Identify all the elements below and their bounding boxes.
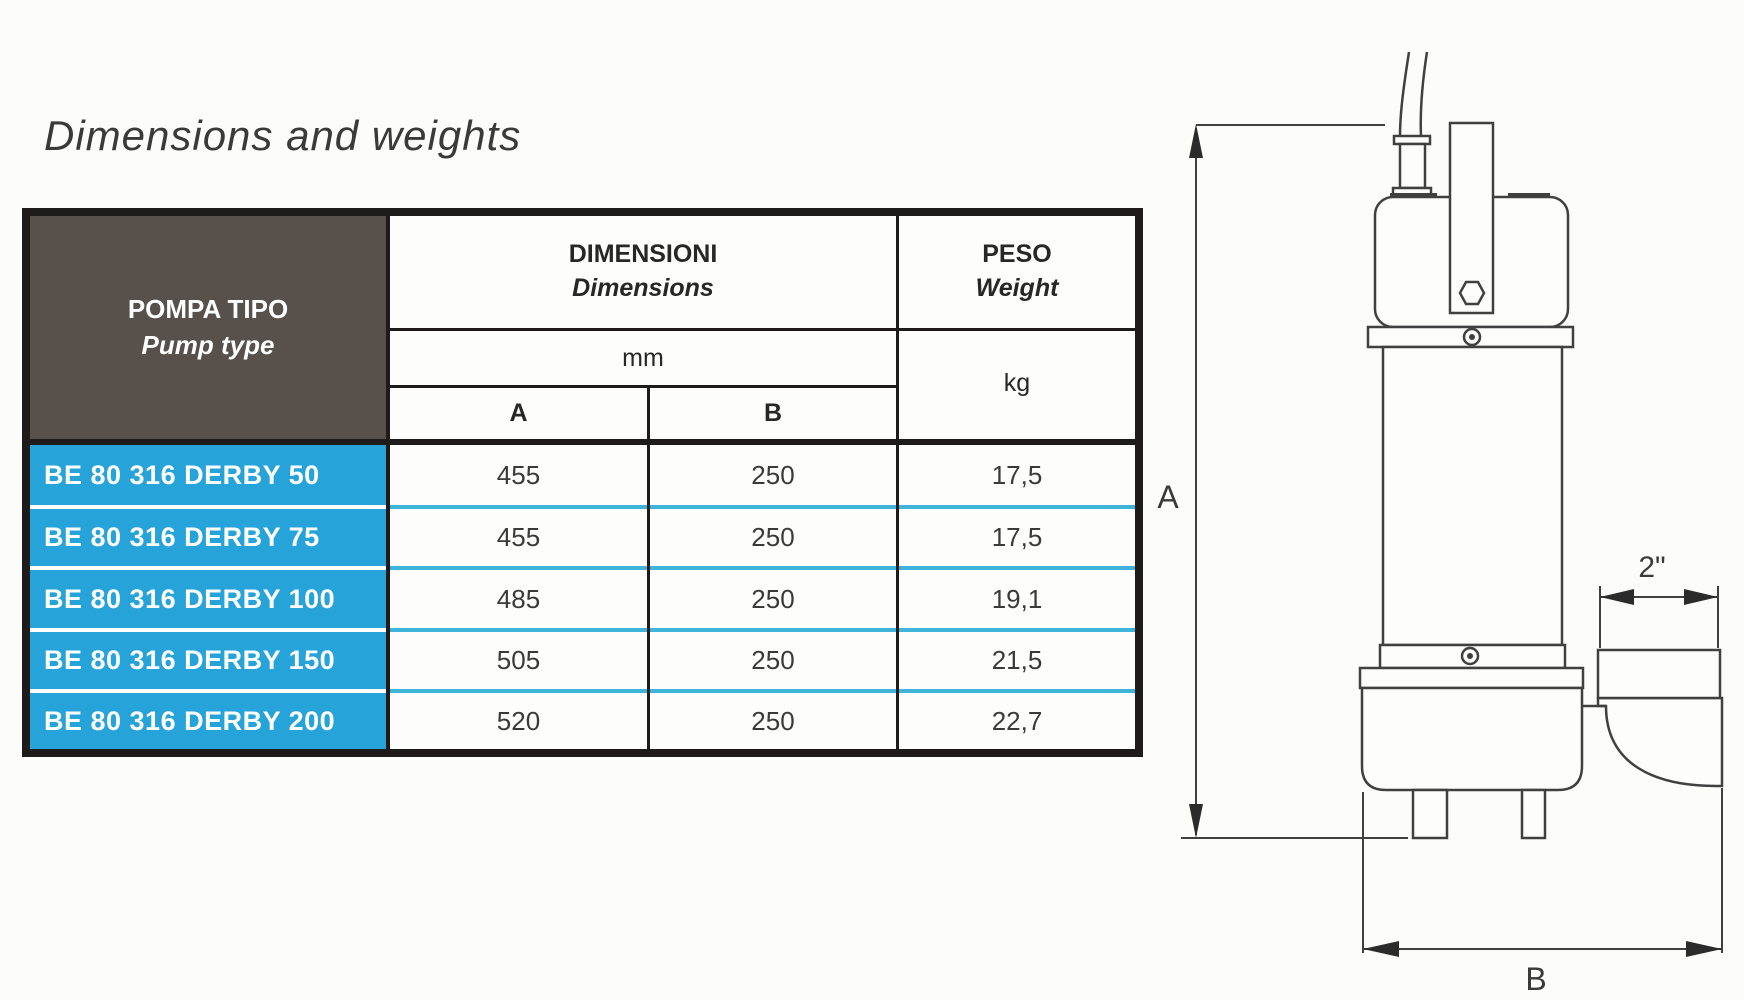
weight-cell: 17,5	[991, 522, 1043, 552]
pump-name-cell: BE 80 316 DERBY 50	[44, 459, 320, 490]
dimension-outlet	[1600, 586, 1718, 648]
pump-type-header	[30, 216, 386, 439]
lifting-handle	[1450, 123, 1493, 313]
table-border-bottom	[22, 749, 1143, 757]
dim-b-cell: 250	[751, 645, 795, 675]
clamp-band-bottom	[1380, 645, 1565, 668]
dim-a-cell: 455	[496, 522, 541, 552]
dim-b-cell: 250	[751, 583, 795, 614]
pump-type-header-line1: POMPA TIPO	[127, 294, 289, 325]
weight-header-line2: Weight	[975, 274, 1059, 302]
cable-gland	[1393, 136, 1431, 197]
weight-cell: 17,5	[991, 459, 1043, 490]
outlet-size-label: 2"	[1638, 551, 1666, 584]
discharge-elbow	[1582, 650, 1722, 786]
motor-body	[1383, 347, 1562, 645]
foot-right	[1522, 790, 1545, 838]
volute-plate	[1360, 668, 1583, 688]
dim-a-cell: 520	[496, 705, 541, 736]
dim-a-cell: 485	[496, 583, 541, 614]
dimensions-table	[22, 208, 1143, 757]
pump-name-cell: BE 80 316 DERBY 75	[44, 522, 320, 552]
dimensions-header-line2: Dimensions	[572, 274, 714, 302]
power-cable	[1400, 52, 1427, 136]
table-border-top	[22, 208, 1143, 216]
weight-cell: 22,7	[991, 705, 1043, 736]
table-border-left	[22, 208, 30, 757]
clamp-band-top	[1368, 327, 1573, 347]
weight-cell: 19,1	[991, 583, 1043, 614]
unit-mm-cell: mm	[622, 343, 664, 372]
foot-left	[1413, 790, 1447, 838]
dim-a-label: A	[1157, 479, 1179, 515]
page-title: Dimensions and weights	[44, 112, 522, 159]
dim-b-cell: 250	[751, 705, 795, 736]
pump-name-cell: BE 80 316 DERBY 200	[44, 705, 336, 736]
dim-a-cell: 505	[496, 645, 541, 675]
weight-cell: 21,5	[991, 645, 1043, 675]
column-b-header: B	[763, 399, 783, 427]
pump-technical-drawing	[1040, 40, 1744, 1000]
dim-a-cell: 455	[496, 459, 541, 490]
dim-b-cell: 250	[751, 459, 795, 490]
dimensions-header	[390, 216, 896, 328]
pump-name-cell: BE 80 316 DERBY 100	[44, 583, 336, 614]
unit-kg-cell: kg	[1003, 369, 1031, 397]
column-a-header: A	[509, 399, 528, 427]
discharge-flange	[1598, 650, 1720, 698]
pump-type-header-line2: Pump type	[141, 329, 275, 360]
dim-b-cell: 250	[751, 522, 795, 552]
volute-casing	[1362, 688, 1582, 790]
pump-name-cell: BE 80 316 DERBY 150	[44, 645, 336, 675]
dimensions-header-line1: DIMENSIONI	[568, 240, 718, 269]
weight-header-line1: PESO	[982, 240, 1052, 269]
handle-bolt-icon	[1460, 282, 1484, 304]
dim-b-label: B	[1525, 961, 1547, 997]
